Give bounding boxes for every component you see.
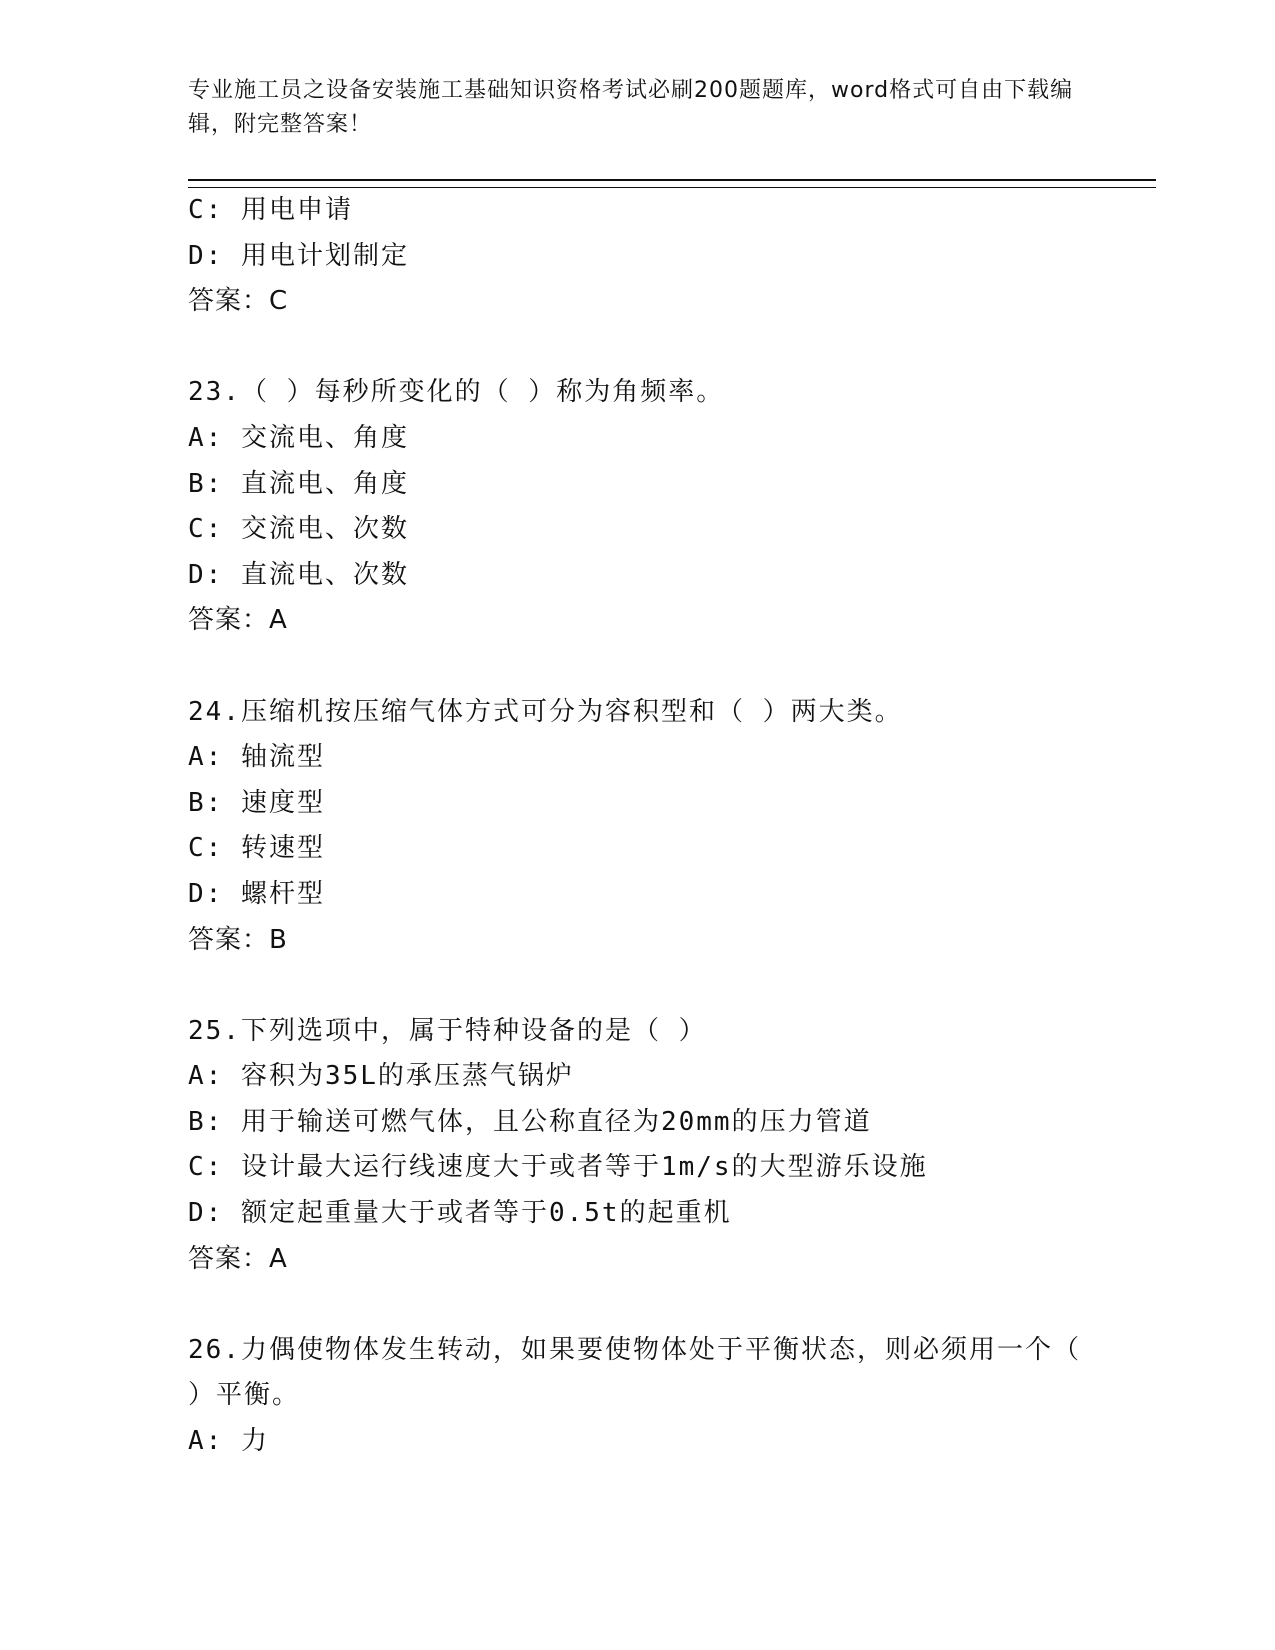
question-stem: 25.下列选项中，属于特种设备的是（ ） (188, 1015, 707, 1046)
option-line: A: 容积为35L的承压蒸气锅炉 (188, 1061, 574, 1092)
answer-line: 答案：A (188, 605, 288, 636)
option-line: B: 速度型 (188, 787, 325, 818)
option-line: A: 力 (188, 1426, 269, 1457)
option-line: C: 转速型 (188, 833, 325, 864)
page-header: 专业施工员之设备安装施工基础知识资格考试必刷200题题库，word格式可自由下载编辑，附完整答案！ (188, 78, 1074, 137)
option-line: C: 交流电、次数 (188, 514, 409, 545)
option-line: D: 直流电、次数 (188, 559, 409, 590)
answer-line: 答案：C (188, 286, 289, 317)
option-line: B: 直流电、角度 (188, 468, 409, 499)
option-line: A: 轴流型 (188, 742, 325, 773)
option-line: D: 额定起重量大于或者等于0.5t的起重机 (188, 1198, 732, 1229)
question-list (188, 188, 1088, 1465)
option-line: C: 设计最大运行线速度大于或者等于1m/s的大型游乐设施 (188, 1152, 928, 1183)
answer-line: 答案：A (188, 1243, 288, 1274)
header-divider (188, 179, 1156, 188)
question-stem: 23.（ ）每秒所变化的（ ）称为角频率。 (188, 377, 725, 408)
question-stem: 26.力偶使物体发生转动，如果要使物体处于平衡状态，则必须用一个（ ）平衡。 (188, 1334, 1081, 1411)
answer-line: 答案：B (188, 924, 288, 955)
option-line: A: 交流电、角度 (188, 422, 409, 453)
option-line: B: 用于输送可燃气体，且公称直径为20mm的压力管道 (188, 1106, 872, 1137)
question-stem: 24.压缩机按压缩气体方式可分为容积型和（ ）两大类。 (188, 696, 903, 727)
option-line: D: 用电计划制定 (188, 240, 409, 271)
option-line: D: 螺杆型 (188, 878, 325, 909)
option-line: C: 用电申请 (188, 195, 353, 225)
